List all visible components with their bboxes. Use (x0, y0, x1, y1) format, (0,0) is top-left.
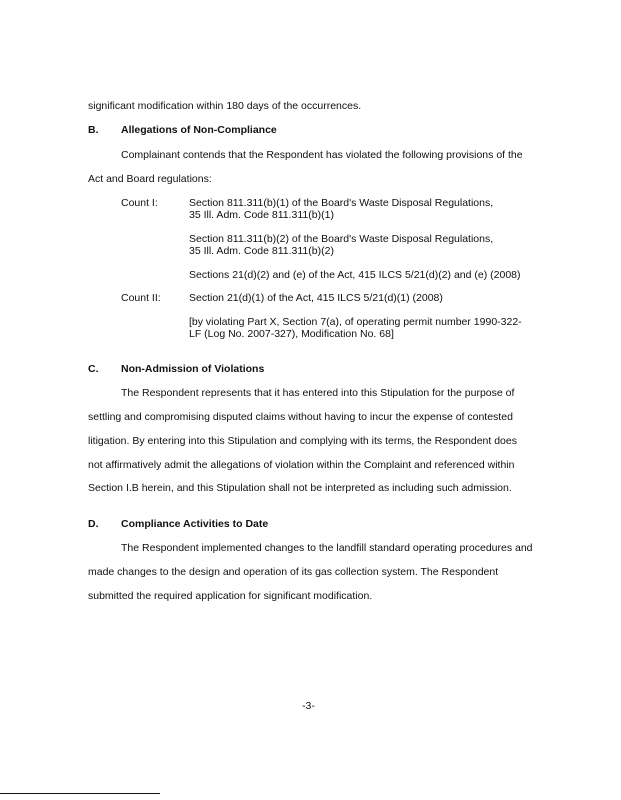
count-2-item-1-line-1: Section 21(d)(1) of the Act, 415 ILCS 5/21(d)(1) (2008) (189, 292, 443, 304)
section-b-mark: B. (88, 124, 99, 136)
section-c-line-2: settling and compromising disputed claims without having to incur the expense of contested (88, 411, 513, 423)
count-2-label: Count II: (121, 292, 161, 304)
section-c-heading: Non-Admission of Violations (121, 363, 265, 375)
count-1-label: Count I: (121, 197, 158, 209)
count-1-item-1-line-2: 35 Ill. Adm. Code 811.311(b)(1) (189, 209, 334, 221)
section-d-line-1: The Respondent implemented changes to the landfill standard operating procedures and (121, 542, 533, 554)
section-c-mark: C. (88, 363, 99, 375)
section-d-mark: D. (88, 518, 99, 530)
count-1-item-2-line-2: 35 Ill. Adm. Code 811.311(b)(2) (189, 245, 334, 257)
page-number: -3- (302, 700, 315, 712)
count-2-item-2-line-1: [by violating Part X, Section 7(a), of operating permit number 1990-322- (189, 316, 522, 328)
section-c-line-5: Section I.B herein, and this Stipulation shall not be interpreted as including such admission. (88, 482, 512, 494)
footnote-rule (0, 793, 160, 794)
section-b-para-line-1: Complainant contends that the Respondent has violated the following provisions of the (121, 149, 523, 161)
intro-line: significant modification within 180 days of the occurrences. (88, 100, 362, 112)
count-1-item-1-line-1: Section 811.311(b)(1) of the Board's Waste Disposal Regulations, (189, 197, 494, 209)
section-b-para-line-2: Act and Board regulations: (88, 173, 212, 185)
section-d-line-2: made changes to the design and operation of its gas collection system. The Respondent (88, 566, 499, 578)
section-d-line-3: submitted the required application for significant modification. (88, 590, 373, 602)
section-c-line-1: The Respondent represents that it has entered into this Stipulation for the purpose of (121, 387, 515, 399)
count-1-item-2-line-1: Section 811.311(b)(2) of the Board's Waste Disposal Regulations, (189, 233, 494, 245)
section-c-line-4: not affirmatively admit the allegations of violation within the Complaint and referenced within (88, 459, 515, 471)
section-c-line-3: litigation. By entering into this Stipulation and complying with its terms, the Respondent does (88, 435, 517, 447)
count-1-item-3-line-1: Sections 21(d)(2) and (e) of the Act, 415 ILCS 5/21(d)(2) and (e) (2008) (189, 269, 521, 281)
section-b-heading: Allegations of Non-Compliance (121, 124, 277, 136)
section-d-heading: Compliance Activities to Date (121, 518, 269, 530)
count-2-item-2-line-2: LF (Log No. 2007-327), Modification No. 68] (189, 328, 394, 340)
